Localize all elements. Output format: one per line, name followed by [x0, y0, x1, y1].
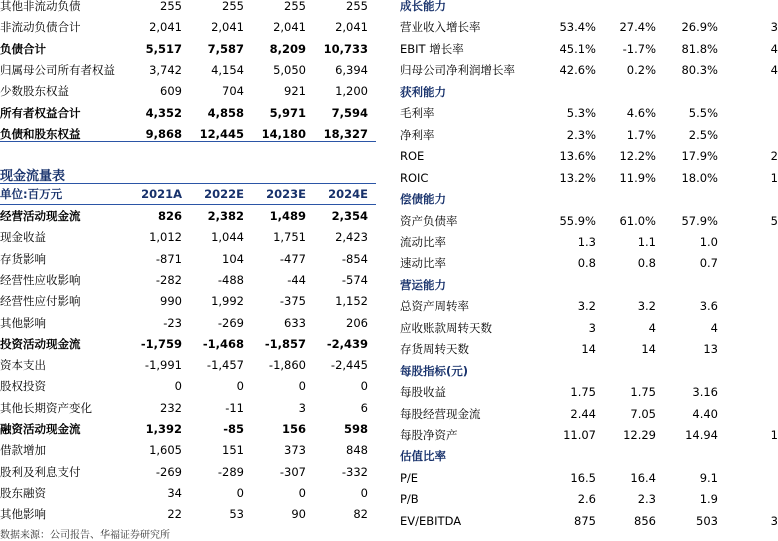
row-label: 经营活动现金流 — [0, 209, 81, 223]
cashflow-header-rule — [0, 204, 376, 205]
row-label: 经营性应收影响 — [0, 272, 81, 287]
row-value: 7.05 — [630, 406, 656, 421]
row-value: -574 — [341, 272, 368, 287]
row-value: -11 — [225, 400, 244, 415]
row-value: 90 — [291, 507, 306, 522]
row-value: 1,489 — [269, 209, 306, 223]
row-value: 26.9% — [681, 20, 718, 35]
row-value: 5.5% — [688, 106, 718, 121]
row-value: 11.07 — [563, 428, 596, 442]
row-value: 53 — [229, 507, 244, 522]
row-value: 1.1 — [637, 234, 656, 249]
row-value: 12.29 — [623, 428, 656, 442]
row-value: 34 — [167, 485, 182, 500]
row-value: 2,382 — [207, 209, 244, 223]
row-value: 17.9% — [681, 149, 718, 164]
row-value: -375 — [279, 294, 306, 309]
row-value: 7,587 — [207, 41, 244, 56]
table-row — [0, 504, 376, 524]
row-value: 875 — [574, 513, 596, 528]
row-value: 1.3 — [577, 234, 596, 249]
row-label: EBIT 增长率 — [400, 41, 464, 56]
row-value: 12.2% — [619, 149, 656, 164]
row-label: EV/EBITDA — [400, 513, 462, 528]
row-value: 3.6 — [699, 299, 718, 314]
row-value: 2.44 — [570, 406, 596, 421]
row-value: 13.6% — [559, 149, 596, 164]
cashflow-unit-label: 单位:百万元 — [0, 187, 63, 201]
row-label: 营运能力 — [400, 277, 446, 292]
cashflow-title: 现金流量表 — [0, 169, 66, 184]
row-label: 现金收益 — [0, 230, 46, 245]
row-value: 156 — [281, 422, 306, 436]
row-value: 45.1% — [559, 41, 596, 56]
row-value: 0.2% — [626, 63, 656, 78]
row-value: 5.3% — [566, 106, 596, 121]
row-value: -2,445 — [330, 358, 368, 373]
row-value: 1 — [770, 428, 778, 442]
row-value: 848 — [346, 443, 368, 458]
row-value: 704 — [222, 84, 244, 99]
row-value: 4,154 — [211, 62, 244, 77]
row-value: -44 — [287, 272, 306, 287]
row-value: 598 — [343, 422, 368, 436]
row-value: 16.4 — [630, 470, 656, 485]
row-value: 2.5% — [688, 127, 718, 142]
row-value: 0 — [298, 379, 306, 394]
row-label: 估值比率 — [400, 449, 446, 464]
row-value: 6,394 — [335, 62, 368, 77]
row-value: 7,594 — [331, 105, 368, 120]
row-value: 9,868 — [145, 126, 182, 141]
table-row — [400, 339, 752, 359]
row-value: 1,751 — [273, 230, 306, 245]
row-label: P/E — [400, 470, 419, 485]
table-row — [0, 206, 376, 226]
row-value: -282 — [155, 272, 182, 287]
row-value: 1,392 — [145, 422, 182, 436]
row-label: 负债合计 — [0, 41, 46, 56]
row-value: 609 — [160, 84, 182, 99]
row-value: 27.4% — [619, 20, 656, 35]
row-value: -23 — [163, 315, 182, 330]
row-value: 990 — [160, 294, 182, 309]
row-value: 4,352 — [145, 105, 182, 120]
row-value: -1,759 — [140, 336, 182, 351]
row-label: 存货周转天数 — [400, 342, 469, 357]
table-row — [400, 103, 752, 123]
table-row — [400, 425, 778, 445]
row-value: 255 — [284, 0, 306, 13]
row-value: 2 — [770, 149, 778, 164]
row-label: ROE — [400, 149, 425, 164]
row-value: 1.9 — [699, 492, 718, 507]
row-label: 净利率 — [400, 127, 435, 142]
table-row — [400, 296, 752, 316]
row-label: 股利及利息支付 — [0, 464, 81, 479]
row-label: 每股指标(元) — [400, 363, 469, 378]
row-label: 负债和股东权益 — [0, 126, 81, 141]
row-label: 存货影响 — [0, 251, 46, 266]
row-value: 3.2 — [637, 299, 656, 314]
row-label: 投资活动现金流 — [0, 336, 81, 351]
row-value: 0.8 — [577, 256, 596, 271]
table-row — [400, 82, 752, 102]
row-value: 1,152 — [335, 294, 368, 309]
table-row — [400, 275, 752, 295]
row-label: 股东融资 — [0, 485, 46, 500]
row-value: 3 — [770, 513, 778, 528]
table-row — [0, 270, 376, 290]
row-value: 10,733 — [323, 41, 368, 56]
table-row — [0, 334, 376, 354]
row-value: 4.6% — [626, 106, 656, 121]
table-row — [400, 446, 752, 466]
row-value: 0.8 — [637, 256, 656, 271]
row-label: 归属母公司所有者权益 — [0, 62, 115, 77]
row-value: 22 — [167, 507, 182, 522]
row-value: 3.2 — [577, 299, 596, 314]
row-value: 16.5 — [570, 470, 596, 485]
row-value: -1,857 — [264, 336, 306, 351]
row-label: 获利能力 — [400, 84, 446, 99]
row-value: 1,012 — [149, 230, 182, 245]
row-label: 股权投资 — [0, 379, 46, 394]
row-value: 5,050 — [273, 62, 306, 77]
row-value: 4 — [710, 320, 718, 335]
row-value: -2,439 — [326, 336, 368, 351]
row-label: 偿债能力 — [400, 192, 446, 207]
row-value: 0 — [236, 379, 244, 394]
table-row — [0, 355, 376, 375]
table-row — [0, 440, 376, 460]
table-row — [0, 249, 376, 269]
table-row — [400, 468, 752, 488]
row-value: 14 — [581, 342, 596, 357]
row-value: 1.7% — [626, 127, 656, 142]
row-value: 2.3 — [637, 492, 656, 507]
table-row — [0, 419, 376, 439]
row-value: 0 — [360, 379, 368, 394]
table-row — [0, 0, 376, 16]
table-row — [400, 211, 778, 231]
row-label: 借款增加 — [0, 443, 46, 458]
row-value: 3.16 — [692, 385, 718, 400]
row-value: 0 — [174, 379, 182, 394]
row-value: 826 — [157, 209, 182, 223]
table-row — [0, 39, 376, 59]
table-row — [400, 60, 778, 80]
row-value: 12,445 — [199, 126, 244, 141]
row-value: 1,044 — [211, 230, 244, 245]
row-value: 18,327 — [323, 126, 368, 141]
row-value: -269 — [155, 464, 182, 479]
row-value: 1,200 — [335, 84, 368, 99]
row-value: 57.9% — [681, 213, 718, 228]
row-value: 61.0% — [619, 213, 656, 228]
row-label: ROIC — [400, 170, 429, 185]
row-label: 融资活动现金流 — [0, 422, 81, 436]
row-value: -488 — [217, 272, 244, 287]
row-label: 毛利率 — [400, 106, 435, 121]
table-row — [400, 511, 778, 531]
row-value: 53.4% — [559, 20, 596, 35]
year-2022e: 2022E — [204, 187, 244, 201]
row-label: 其他影响 — [0, 507, 46, 522]
row-label: 其他长期资产变化 — [0, 400, 92, 415]
table-row — [400, 232, 752, 252]
year-2024e: 2024E — [328, 187, 368, 201]
table-row — [0, 60, 376, 80]
row-value: 1.75 — [570, 385, 596, 400]
row-value: 104 — [222, 251, 244, 266]
table-row — [0, 462, 376, 482]
source-footnote: 数据来源：公司报告、华福证券研究所 — [0, 530, 170, 541]
row-label: 所有者权益合计 — [0, 105, 81, 120]
table-row — [0, 81, 376, 101]
row-value: 255 — [222, 0, 244, 13]
row-value: 82 — [353, 507, 368, 522]
row-value: -1,468 — [202, 336, 244, 351]
row-value: 206 — [346, 315, 368, 330]
row-value: 18.0% — [681, 170, 718, 185]
table-row — [0, 398, 376, 418]
row-value: 232 — [160, 400, 182, 415]
row-value: -477 — [279, 251, 306, 266]
table-row — [400, 361, 752, 381]
row-value: 921 — [284, 84, 306, 99]
row-value: -1,860 — [268, 358, 306, 373]
row-value: 2.6 — [577, 492, 596, 507]
row-value: 255 — [346, 0, 368, 13]
year-2023e: 2023E — [266, 187, 306, 201]
row-value: -1,991 — [144, 358, 182, 373]
row-value: 2,041 — [335, 20, 368, 35]
row-value: 4 — [648, 320, 656, 335]
row-value: 1 — [770, 170, 778, 185]
row-value: -871 — [155, 251, 182, 266]
row-value: 1,992 — [211, 294, 244, 309]
row-value: 5,971 — [269, 105, 306, 120]
row-value: 3 — [588, 320, 596, 335]
row-label: 每股净资产 — [400, 428, 458, 442]
row-label: 成长能力 — [400, 0, 446, 13]
row-value: 6 — [360, 400, 368, 415]
row-value: 42.6% — [559, 63, 596, 78]
row-value: 255 — [160, 0, 182, 13]
table-row — [0, 103, 376, 123]
row-value: -1,457 — [206, 358, 244, 373]
row-value: 503 — [696, 513, 718, 528]
row-value: 9.1 — [699, 470, 718, 485]
table-row — [400, 253, 752, 273]
row-value: 4 — [770, 41, 778, 56]
row-value: 2,354 — [331, 209, 368, 223]
row-value: 55.9% — [559, 213, 596, 228]
row-label: 其他影响 — [0, 315, 46, 330]
row-value: -307 — [279, 464, 306, 479]
row-value: 856 — [634, 513, 656, 528]
row-label: 速动比率 — [400, 256, 446, 271]
row-value: -854 — [341, 251, 368, 266]
row-value: 2,423 — [335, 230, 368, 245]
table-row — [0, 313, 376, 333]
row-value: 4 — [770, 63, 778, 78]
row-value: 1,605 — [149, 443, 182, 458]
table-row — [0, 17, 376, 37]
row-label: 资本支出 — [0, 358, 46, 373]
row-value: 14.94 — [685, 428, 718, 442]
row-value: 8,209 — [269, 41, 306, 56]
table-row — [400, 39, 778, 59]
row-value: 0 — [360, 485, 368, 500]
table-row — [400, 17, 778, 37]
row-value: -1.7% — [622, 41, 656, 56]
row-value: 633 — [284, 315, 306, 330]
row-label: 总资产周转率 — [400, 299, 469, 314]
row-value: 2.3% — [566, 127, 596, 142]
row-value: 13.2% — [559, 170, 596, 185]
row-value: 5 — [770, 213, 778, 228]
row-value: 2,041 — [273, 20, 306, 35]
row-value: 80.3% — [681, 63, 718, 78]
table-row — [0, 227, 376, 247]
row-value: 3,742 — [149, 62, 182, 77]
row-value: 1.0 — [699, 234, 718, 249]
table-row — [0, 376, 376, 396]
row-value: 2,041 — [149, 20, 182, 35]
row-value: 1.75 — [630, 385, 656, 400]
year-2021a: 2021A — [141, 187, 182, 201]
row-value: 3 — [770, 20, 778, 35]
row-value: 0 — [236, 485, 244, 500]
row-label: 少数股东权益 — [0, 84, 69, 99]
row-label: 资产负债率 — [400, 213, 458, 228]
table-row — [400, 404, 752, 424]
row-value: 14,180 — [261, 126, 306, 141]
table-row — [0, 483, 376, 503]
row-value: 13 — [703, 342, 718, 357]
row-value: -269 — [217, 315, 244, 330]
table-row — [400, 125, 752, 145]
row-value: -332 — [341, 464, 368, 479]
row-value: 2,041 — [211, 20, 244, 35]
row-label: 其他非流动负债 — [0, 0, 81, 13]
table-row — [0, 291, 376, 311]
row-label: 每股经营现金流 — [400, 406, 481, 421]
row-value: 11.9% — [619, 170, 656, 185]
row-value: 3 — [298, 400, 306, 415]
row-value: -85 — [223, 422, 244, 436]
row-label: 营业收入增长率 — [400, 20, 481, 35]
table-row — [400, 0, 752, 16]
row-value: 373 — [284, 443, 306, 458]
row-value: 0.7 — [699, 256, 718, 271]
cashflow-header-row — [0, 184, 376, 204]
table-row — [400, 318, 752, 338]
row-value: 151 — [222, 443, 244, 458]
row-label: 经营性应付影响 — [0, 294, 81, 309]
table-row — [400, 168, 778, 188]
row-value: 4.40 — [692, 406, 718, 421]
row-value: 4,858 — [207, 105, 244, 120]
row-label: 非流动负债合计 — [0, 20, 81, 35]
table-row — [400, 146, 778, 166]
row-value: 5,517 — [145, 41, 182, 56]
row-value: -289 — [217, 464, 244, 479]
row-value: 81.8% — [681, 41, 718, 56]
row-label: 流动比率 — [400, 234, 446, 249]
row-value: 0 — [298, 485, 306, 500]
table-row — [400, 189, 752, 209]
row-label: 应收账款周转天数 — [400, 320, 492, 335]
table-row — [400, 382, 752, 402]
row-label: 每股收益 — [400, 385, 446, 400]
row-label: P/B — [400, 492, 419, 507]
balance-bottom-rule — [0, 141, 376, 142]
table-row — [400, 489, 752, 509]
row-label: 归母公司净利润增长率 — [400, 63, 515, 78]
row-value: 14 — [641, 342, 656, 357]
